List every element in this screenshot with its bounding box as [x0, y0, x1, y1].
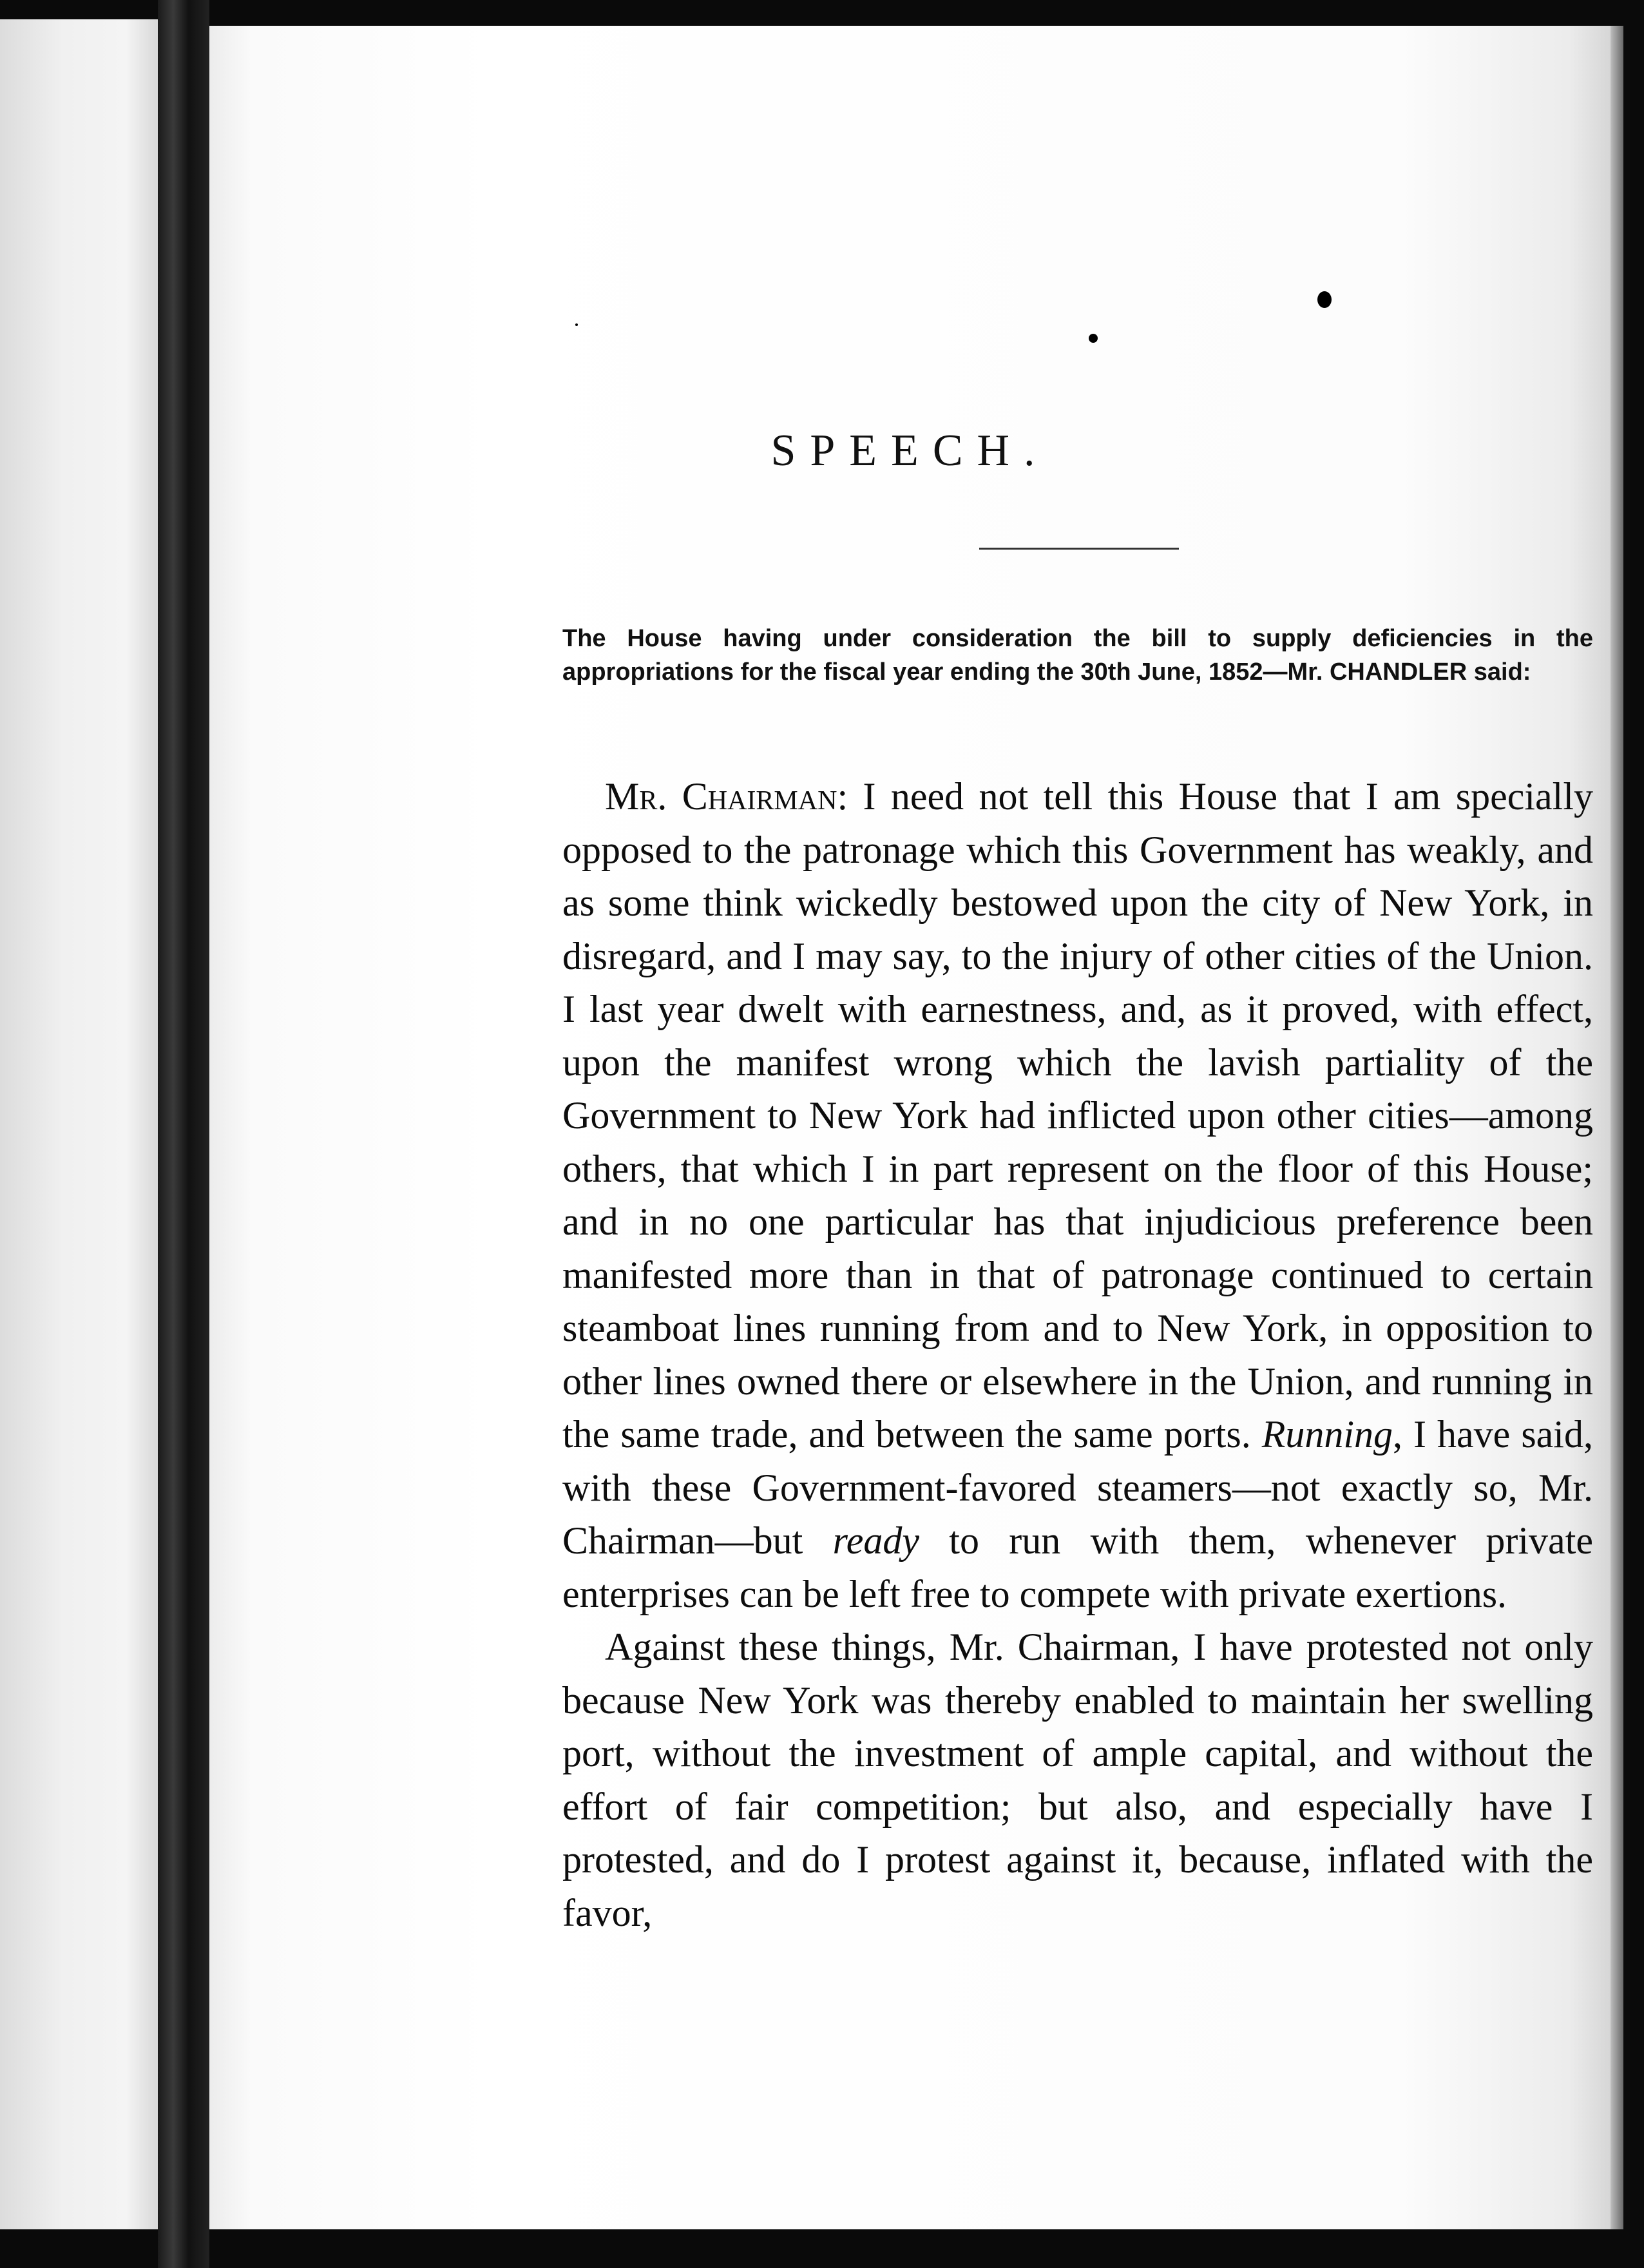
- paragraph-text: , I have said, with these Government-favored steamers—not exactly so, Mr. Chairman—but: [562, 1413, 1593, 1562]
- page-heading: SPEECH.: [770, 426, 1049, 476]
- document-page: [209, 26, 1611, 2229]
- addressee: Mr. Chairman: [605, 775, 837, 818]
- paragraph-text: : I need not tell this House that I am specially opposed to the patronage which this Government has weakly, and as some think wickedly bestowed upon the city of New York, in disregard, and I may say, to the injury of other cities of the Union. I last year dwelt with earnestness, and, as it proved, with effect, upon the manifest wrong which the lavish partiality of the Government to New York had inflicted upon other cities—among others, that which I in part represent on the floor of this House; and in no one particular has that injudicious preference been manifested more than in that of patronage continued to certain steamboat lines running from and to New York, in opposition to other lines owned there or elsewhere in the Union, and running in the same trade, and between the same ports.: [562, 775, 1593, 1456]
- heading-rule: [979, 548, 1179, 550]
- book-gutter: [158, 0, 209, 2268]
- ink-speck: [575, 323, 578, 326]
- facing-page-edge: [0, 19, 158, 2229]
- page-edge-shadow: [1611, 26, 1623, 2229]
- emphasis-ready: ready: [832, 1519, 919, 1562]
- paragraph-text: to run with them, whenever private enterprises can be left free to compete with private exertions.: [562, 1519, 1593, 1615]
- emphasis-running: Running: [1261, 1413, 1393, 1456]
- paragraph: [562, 770, 1593, 1620]
- intro-note: The House having under consideration the bill to supply deficiencies in the appropriations for the fiscal year ending the 30th June, 1852—Mr. CHANDLER said:: [562, 625, 1593, 686]
- ink-speck: [1317, 291, 1332, 308]
- ink-speck: [1089, 334, 1098, 343]
- paragraph: Against these things, Mr. Chairman, I have protested not only because New York was thereby enabled to maintain her swelling port, without the investment of ample capital, and without the effort of fair competition; but also, and especially have I protested, and do I protest against it, because, inflated with the favor,: [562, 1626, 1593, 1934]
- speech-body: [562, 770, 1593, 1939]
